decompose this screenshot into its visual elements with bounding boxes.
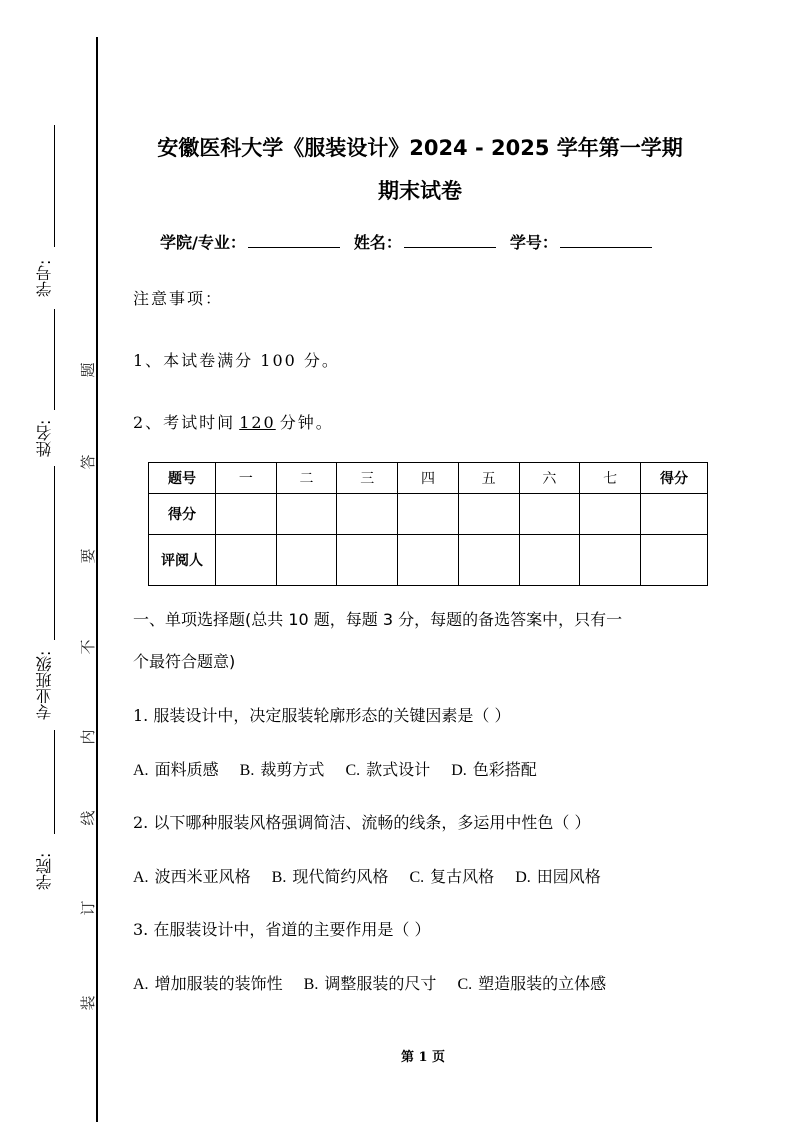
reviewer-cell[interactable]	[216, 535, 277, 586]
seal-char-xian: 线	[79, 810, 97, 826]
reviewer-cell[interactable]	[519, 535, 580, 586]
reviewer-cell[interactable]	[641, 535, 708, 586]
score-cell[interactable]	[337, 494, 398, 535]
question-1-stem	[133, 703, 510, 729]
name-label: 姓名:	[35, 419, 54, 457]
option-text: 调整服装的尺寸	[324, 974, 437, 993]
question-number: 1.	[133, 706, 149, 725]
question-2-options	[133, 864, 617, 891]
score-row	[149, 494, 708, 535]
notice-item-2	[133, 410, 334, 433]
option-c[interactable]	[345, 760, 430, 779]
header-cell: 题号	[149, 463, 216, 494]
option-text: 波西米亚风格	[154, 867, 251, 886]
reviewer-row	[149, 535, 708, 586]
seal-char-yao: 要	[79, 548, 97, 564]
header-cell: 一	[216, 463, 277, 494]
option-letter: D.	[451, 762, 467, 779]
reviewer-cell[interactable]	[458, 535, 519, 586]
header-cell: 三	[337, 463, 398, 494]
exam-title: 安徽医科大学《服装设计》2024 - 2025 学年第一学期	[157, 136, 683, 160]
college-label: 学院:	[35, 852, 54, 890]
seal-char-ding: 订	[79, 900, 97, 916]
option-text: 塑造服装的立体感	[478, 974, 607, 993]
reviewer-cell[interactable]	[580, 535, 641, 586]
score-table	[148, 462, 708, 586]
option-letter: A.	[133, 869, 149, 886]
student-id-label-top: 学号：	[509, 233, 558, 252]
header-cell: 得分	[641, 463, 708, 494]
name-field-line[interactable]	[54, 309, 55, 410]
score-table-header-row	[149, 463, 708, 494]
reviewer-cell[interactable]	[398, 535, 459, 586]
reviewer-cell[interactable]	[337, 535, 398, 586]
seal-char-nei: 内	[79, 729, 97, 745]
header-cell: 五	[458, 463, 519, 494]
student-id-field-line[interactable]	[54, 125, 55, 247]
question-2-stem	[133, 810, 590, 836]
option-b[interactable]	[304, 974, 437, 993]
option-letter: B.	[271, 869, 287, 886]
section-1-heading-cont: 个最符合题意)	[133, 652, 236, 671]
option-letter: B.	[303, 976, 319, 993]
question-text: 以下哪种服装风格强调简洁、流畅的线条，多运用中性色（ ）	[153, 813, 591, 832]
exam-subtitle: 期末试卷	[378, 179, 462, 203]
option-letter: D.	[515, 869, 531, 886]
option-b[interactable]	[272, 867, 389, 886]
row-label: 得分	[149, 494, 216, 535]
notice-item-2-prefix: 2、考试时间	[133, 413, 236, 432]
question-3-stem	[133, 917, 430, 943]
score-cell[interactable]	[216, 494, 277, 535]
binding-line	[96, 37, 98, 1122]
major-class-field-line[interactable]	[54, 466, 55, 640]
college-major-field	[160, 230, 340, 253]
name-blank[interactable]	[404, 231, 496, 248]
header-cell: 二	[276, 463, 337, 494]
header-cell: 四	[398, 463, 459, 494]
option-text: 田园风格	[536, 867, 601, 886]
seal-char-bu: 不	[79, 639, 97, 655]
student-id-blank[interactable]	[560, 231, 652, 248]
option-text: 复古风格	[430, 867, 495, 886]
header-cell: 六	[519, 463, 580, 494]
header-cell: 七	[580, 463, 641, 494]
option-letter: A.	[133, 762, 149, 779]
option-text: 面料质感	[154, 760, 219, 779]
option-c[interactable]	[409, 867, 494, 886]
option-a[interactable]	[133, 867, 251, 886]
name-label-top: 姓名：	[353, 233, 402, 252]
option-a[interactable]	[133, 760, 219, 779]
student-id-field	[510, 230, 652, 253]
question-number: 3.	[133, 920, 149, 939]
page-number: 第 1 页	[400, 1050, 446, 1065]
option-letter: A.	[133, 976, 149, 993]
major-class-label: 专业班级:	[35, 650, 54, 720]
option-a[interactable]	[133, 974, 283, 993]
name-field	[354, 230, 496, 253]
score-cell[interactable]	[398, 494, 459, 535]
option-d[interactable]	[451, 760, 537, 779]
reviewer-cell[interactable]	[276, 535, 337, 586]
score-cell[interactable]	[580, 494, 641, 535]
student-info-row	[160, 230, 652, 253]
option-text: 色彩搭配	[472, 760, 537, 779]
question-3-options	[133, 971, 622, 998]
notice-item-1: 1、本试卷满分 100 分。	[133, 351, 340, 370]
row-label: 评阅人	[149, 535, 216, 586]
question-text: 服装设计中，决定服装轮廓形态的关键因素是（ ）	[153, 706, 511, 725]
question-number: 2.	[133, 813, 149, 832]
college-field-line[interactable]	[54, 730, 55, 834]
seal-char-da: 答	[79, 454, 97, 470]
option-letter: C.	[345, 762, 361, 779]
college-major-label: 学院/专业：	[160, 233, 246, 252]
student-id-label: 学号:	[35, 259, 54, 297]
question-1-options	[133, 757, 553, 784]
option-letter: C.	[409, 869, 425, 886]
seal-char-ti: 题	[79, 362, 97, 378]
notice-heading: 注意事项：	[133, 289, 224, 308]
option-text: 现代简约风格	[292, 867, 389, 886]
college-major-blank[interactable]	[248, 231, 340, 248]
score-cell[interactable]	[276, 494, 337, 535]
option-c[interactable]	[457, 974, 606, 993]
score-cell[interactable]	[458, 494, 519, 535]
notice-item-2-suffix: 分钟。	[279, 413, 334, 432]
section-1-heading: 一、单项选择题(总共 10 题，每题 3 分，每题的备选答案中，只有一	[133, 610, 623, 629]
seal-char-zhuang: 装	[79, 995, 97, 1011]
question-text: 在服装设计中，省道的主要作用是（ ）	[153, 920, 431, 939]
score-cell[interactable]	[641, 494, 708, 535]
option-d[interactable]	[515, 867, 601, 886]
option-letter: B.	[239, 762, 255, 779]
option-text: 款式设计	[366, 760, 431, 779]
option-text: 裁剪方式	[260, 760, 325, 779]
exam-duration-value: 120	[239, 413, 276, 432]
option-b[interactable]	[240, 760, 325, 779]
option-letter: C.	[457, 976, 473, 993]
score-cell[interactable]	[519, 494, 580, 535]
option-text: 增加服装的装饰性	[154, 974, 283, 993]
